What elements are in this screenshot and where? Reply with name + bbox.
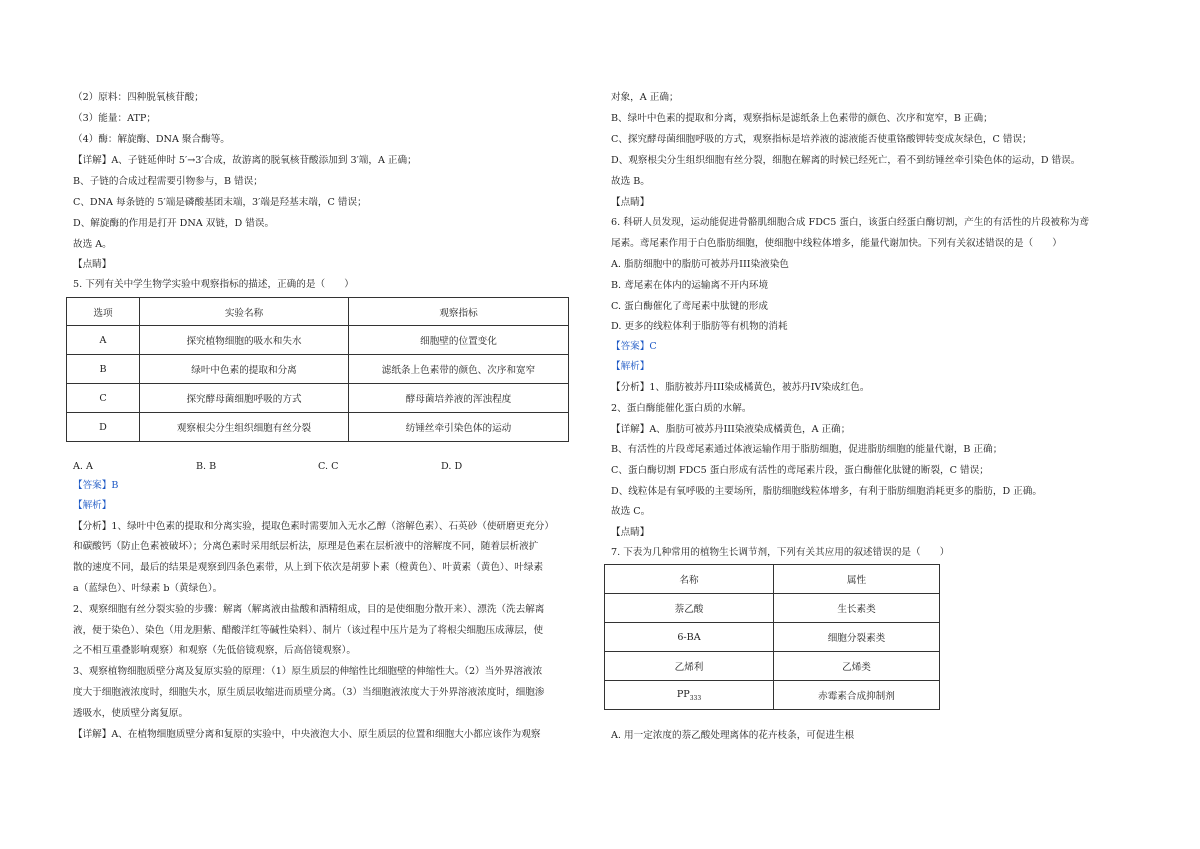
table-cell: 赤霉素合成抑制剂 xyxy=(774,681,940,710)
pp-name: PP xyxy=(676,688,690,700)
option-a: A. 脂肪细胞中的脂肪可被苏丹III染液染色 xyxy=(611,259,789,270)
option-b: B. 鸢尾素在体内的运输离不开内环境 xyxy=(611,280,769,291)
question-6-stem: 6. 科研人员发现，运动能促进骨骼肌细胞合成 FDC5 蛋白，该蛋白经蛋白酶切割，产生的有活性的片段被称为鸢 xyxy=(611,217,1089,228)
text-line: D、观察根尖分生组织细胞有丝分裂，细胞在解离的时候已经死亡，看不到纺锤丝牵引染色体的运动，D 错误。 xyxy=(611,155,1081,166)
text-line: 故选 A。 xyxy=(73,239,112,250)
table-header-cell: 选项 xyxy=(67,298,140,326)
option-b: B. B xyxy=(196,461,217,472)
text-line: 对象，A 正确； xyxy=(611,92,679,103)
text-line: （4）酶：解旋酶、DNA 聚合酶等。 xyxy=(73,134,230,145)
text-line: 液，便于染色）、染色（用龙胆紫、醋酸洋红等碱性染料）、制片（该过程中压片是为了将根尖细胞压成薄层，使 xyxy=(73,625,544,636)
table-row xyxy=(67,413,569,442)
q5-table xyxy=(66,297,569,442)
table-header-cell: 属性 xyxy=(774,565,940,594)
table-cell: A xyxy=(67,326,140,355)
q7-table xyxy=(604,564,940,710)
question-7-stem: 7. 下表为几种常用的植物生长调节剂，下列有关其应用的叙述错误的是（ ） xyxy=(611,547,950,558)
text-line: 【点睛】 xyxy=(73,259,112,270)
table-cell: 滤纸条上色素带的颜色、次序和宽窄 xyxy=(349,355,569,384)
text-line: a（蓝绿色）、叶绿素 b（黄绿色）。 xyxy=(73,583,223,594)
text-line: 【点睛】 xyxy=(611,527,650,538)
table-header-cell: 实验名称 xyxy=(140,298,349,326)
text-line: 之不相互重叠影响观察）和观察（先低倍镜观察，后高倍镜观察）。 xyxy=(73,645,357,656)
table-row xyxy=(605,681,940,710)
text-line: B、有活性的片段鸢尾素通过体液运输作用于脂肪细胞，促进脂肪细胞的能量代谢，B 正确； xyxy=(611,444,1003,455)
text-line: 2、蛋白酶能催化蛋白质的水解。 xyxy=(611,403,752,414)
text-line: 度大于细胞液浓度时，细胞失水，原生质层收缩进而质壁分离。（3）当细胞液浓度大于外界溶液浓度时，细胞渗 xyxy=(73,687,545,698)
table-row xyxy=(605,623,940,652)
table-cell: 探究植物细胞的吸水和失水 xyxy=(140,326,349,355)
analysis-label: 【解析】 xyxy=(611,361,650,372)
table-cell xyxy=(605,681,774,710)
answer-label: 【答案】C xyxy=(611,341,657,352)
table-cell: 6-BA xyxy=(605,623,774,652)
option-a: A. 用一定浓度的萘乙酸处理离体的花卉枝条，可促进生根 xyxy=(611,730,855,741)
option-c: C. 蛋白酶催化了鸢尾素中肽键的形成 xyxy=(611,301,769,312)
table-cell: B xyxy=(67,355,140,384)
table-cell: 纺锤丝牵引染色体的运动 xyxy=(349,413,569,442)
text-line: 【分析】1、脂肪被苏丹III染成橘黄色，被苏丹IV染成红色。 xyxy=(611,382,870,393)
table-cell: 乙烯类 xyxy=(774,652,940,681)
analysis-label: 【解析】 xyxy=(73,500,112,511)
text-line: 3、观察植物细胞质壁分离及复原实验的原理：（1）原生质层的伸缩性比细胞壁的伸缩性大。（2）当外界溶液浓 xyxy=(73,666,543,677)
option-d: D. 更多的线粒体利于脂肪等有机物的消耗 xyxy=(611,321,788,332)
pp-subscript: 333 xyxy=(689,694,702,702)
table-cell: 乙烯利 xyxy=(605,652,774,681)
text-line: 2、观察细胞有丝分裂实验的步骤：解离（解离液由盐酸和酒精组成，目的是使细胞分散开来）、漂洗（洗去解离 xyxy=(73,604,545,615)
text-line: B、子链的合成过程需要引物参与，B 错误； xyxy=(73,176,263,187)
text-line: D、线粒体是有氧呼吸的主要场所，脂肪细胞线粒体增多，有利于脂肪细胞消耗更多的脂肪，D 正确。 xyxy=(611,486,1042,497)
text-line: 【详解】A、子链延伸时 5′→3′合成，故游离的脱氧核苷酸添加到 3′端，A 正确； xyxy=(73,155,417,166)
table-header-cell: 观察指标 xyxy=(349,298,569,326)
table-row xyxy=(67,355,569,384)
text-line: B、绿叶中色素的提取和分离，观察指标是滤纸条上色素带的颜色、次序和宽窄，B 正确； xyxy=(611,113,993,124)
table-header-cell: 名称 xyxy=(605,565,774,594)
text-line: C、探究酵母菌细胞呼吸的方式，观察指标是培养液的滤液能否使重铬酸钾转变成灰绿色，C 错误； xyxy=(611,134,1032,145)
table-cell: 探究酵母菌细胞呼吸的方式 xyxy=(140,384,349,413)
text-line: 透吸水，使质壁分离复原。 xyxy=(73,708,189,719)
table-cell: 萘乙酸 xyxy=(605,594,774,623)
table-cell: C xyxy=(67,384,140,413)
table-cell: 细胞分裂素类 xyxy=(774,623,940,652)
option-c: C. C xyxy=(318,461,339,472)
table-header-row xyxy=(67,298,569,326)
table-cell: 绿叶中色素的提取和分离 xyxy=(140,355,349,384)
text-line: 【点睛】 xyxy=(611,197,650,208)
text-line: （3）能量：ATP； xyxy=(73,113,156,124)
table-cell: 酵母菌培养液的浑浊程度 xyxy=(349,384,569,413)
text-line: C、蛋白酶切割 FDC5 蛋白形成有活性的鸢尾素片段，蛋白酶催化肽键的断裂，C 错误； xyxy=(611,465,989,476)
table-cell: 观察根尖分生组织细胞有丝分裂 xyxy=(140,413,349,442)
text-line: 【分析】1、绿叶中色素的提取和分离实验，提取色素时需要加入无水乙醇（溶解色素）、石英砂（使研磨更充分） xyxy=(73,521,554,532)
text-line: D、解旋酶的作用是打开 DNA 双链，D 错误。 xyxy=(73,218,275,229)
table-row xyxy=(67,326,569,355)
text-line: 散的速度不同，最后的结果是观察到四条色素带，从上到下依次是胡萝卜素（橙黄色）、叶黄素（黄色）、叶绿素 xyxy=(73,562,544,573)
text-line: C、DNA 每条链的 5′端是磷酸基团末端，3′端是羟基末端，C 错误； xyxy=(73,197,367,208)
text-line: 【详解】A、在植物细胞质壁分离和复原的实验中，中央液泡大小、原生质层的位置和细胞大小都应该作为观察 xyxy=(73,729,541,740)
text-line: 故选 B。 xyxy=(611,176,650,187)
option-d: D. D xyxy=(441,461,463,472)
table-row xyxy=(605,652,940,681)
question-6-stem: 尾素。鸢尾素作用于白色脂肪细胞，使细胞中线粒体增多，能量代谢加快。下列有关叙述错误的是（ ） xyxy=(611,238,1062,249)
option-a: A. A xyxy=(73,461,93,472)
table-cell: 生长素类 xyxy=(774,594,940,623)
table-row xyxy=(67,384,569,413)
answer-label: 【答案】B xyxy=(73,480,119,491)
text-line: （2）原料：四种脱氧核苷酸； xyxy=(73,92,204,103)
table-header-row xyxy=(605,565,940,594)
text-line: 和碳酸钙（防止色素被破坏）；分离色素时采用纸层析法，原理是色素在层析液中的溶解度不同，随着层析液扩 xyxy=(73,541,539,552)
text-line: 【详解】A、脂肪可被苏丹III染液染成橘黄色，A 正确； xyxy=(611,424,851,435)
question-5-stem: 5. 下列有关中学生物学实验中观察指标的描述，正确的是（ ） xyxy=(73,279,354,290)
table-row xyxy=(605,594,940,623)
text-line: 故选 C。 xyxy=(611,506,651,517)
table-cell: D xyxy=(67,413,140,442)
table-cell: 细胞壁的位置变化 xyxy=(349,326,569,355)
